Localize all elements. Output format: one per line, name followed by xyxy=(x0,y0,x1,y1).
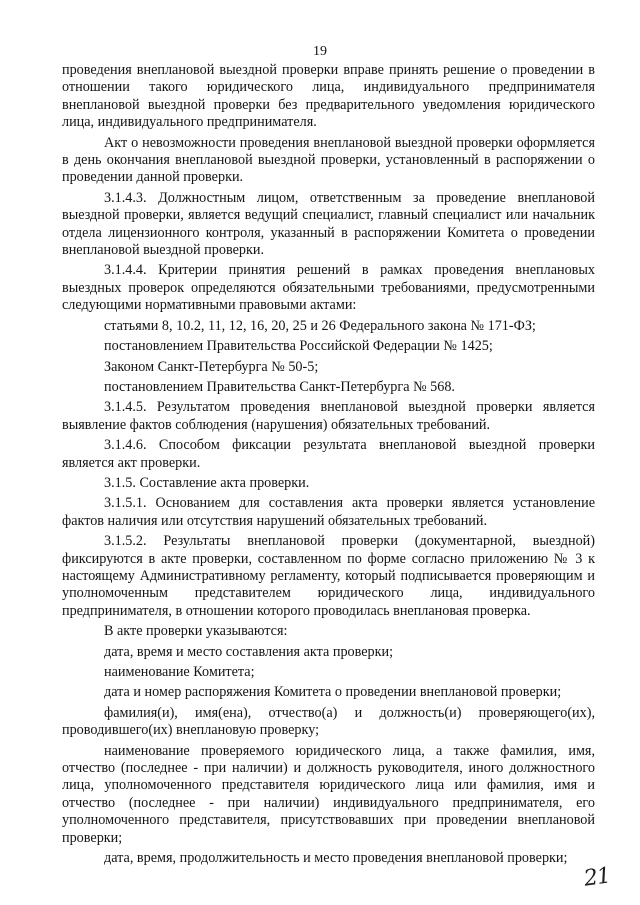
document-body xyxy=(62,62,595,867)
list-item-federal-law: статьями 8, 10.2, 11, 12, 16, 20, 25 и 26 Федерального закона № 171-ФЗ; xyxy=(104,317,536,334)
paragraph-3-1-4-4: 3.1.4.4. Критерии принятия решений в рамках проведения внеплановых выездных проверок определяются обязательными требованиями, предусмотренными следующими нормативными правовыми актами: xyxy=(62,262,595,314)
list-item-committee-name: наименование Комитета; xyxy=(104,664,255,680)
list-item-order-number: дата и номер распоряжения Комитета о проведении внеплановой проверки; xyxy=(104,684,562,701)
paragraph-3-1-4-5: 3.1.4.5. Результатом проведения внеплановой выездной проверки является выявление фактов соблюдения (нарушения) обязательных требований. xyxy=(62,399,595,433)
list-intro: В акте проверки указываются: xyxy=(104,623,288,640)
section-heading-3-1-5: 3.1.5. Составление акта проверки. xyxy=(104,474,310,491)
paragraph-3-1-4-3: 3.1.4.3. Должностным лицом, ответственным за проведение внеплановой выездной проверки, является ведущий специалист, главный специалист или начальник отдела лицензионного контроля, указанный в распоряжении Комитета о проведении внеплановой выездной проверки. xyxy=(62,189,595,259)
list-item-spb-decree: постановлением Правительства Санкт-Петербурга № 568. xyxy=(104,378,455,395)
paragraph-3-1-5-2: 3.1.5.2. Результаты внеплановой проверки (документарной, выездной) фиксируются в акте проверки, составленном по форме согласно приложению № 3 к настоящему Административному регламенту, который подписывается проверяющим и уполномоченным представителем юридического лица, индивидуального предпринимателя, в отношении которого проводилась внеплановая проверка. xyxy=(62,533,595,619)
paragraph-3-1-5-1: 3.1.5.1. Основанием для составления акта проверки является установление фактов наличия или отсутствия нарушений обязательных требований. xyxy=(62,495,595,529)
paragraph-3-1-4-6: 3.1.4.6. Способом фиксации результата внеплановой выездной проверки является акт проверки. xyxy=(62,437,595,471)
paragraph-act-impossibility: Акт о невозможности проведения внеплановой выездной проверки оформляется в день окончания внеплановой выездной проверки, установленный в распоряжении о проведении данной проверки. xyxy=(62,134,595,186)
handwritten-page-number: 21 xyxy=(582,863,612,892)
page-number: 19 xyxy=(313,44,327,59)
list-item-spb-law: Законом Санкт-Петербурга № 50-5; xyxy=(104,358,319,375)
paragraph-continuation: проведения внеплановой выездной проверки вправе принять решение о проведении в отношении такого юридического лица, индивидуального предпринимателя внеплановой выездной проверки без предварительного уведомления юридического лица, индивидуального предпринимателя. xyxy=(62,62,595,131)
list-item-inspectors: фамилия(и), имя(ена), отчество(а) и должность(и) проверяющего(их), проводившего(их) внеплановую проверку; xyxy=(62,704,595,739)
list-item-date-place: дата, время и место составления акта проверки; xyxy=(104,643,394,660)
list-item-inspected-entity: наименование проверяемого юридического лица, а также фамилия, имя, отчество (последнее - при наличии) и должность руководителя, иного должностного лица, уполномоченного представителя юридического лица или фамилия, имя и отчество (последнее - при наличии) индивидуального предпринимателя, его уполномоченного представителя, присутствовавших при проведении внеплановой проверки; xyxy=(62,742,595,846)
list-item-government-decree: постановлением Правительства Российской Федерации № 1425; xyxy=(104,338,493,355)
list-item-inspection-time: дата, время, продолжительность и место проведения внеплановой проверки; xyxy=(104,850,568,867)
